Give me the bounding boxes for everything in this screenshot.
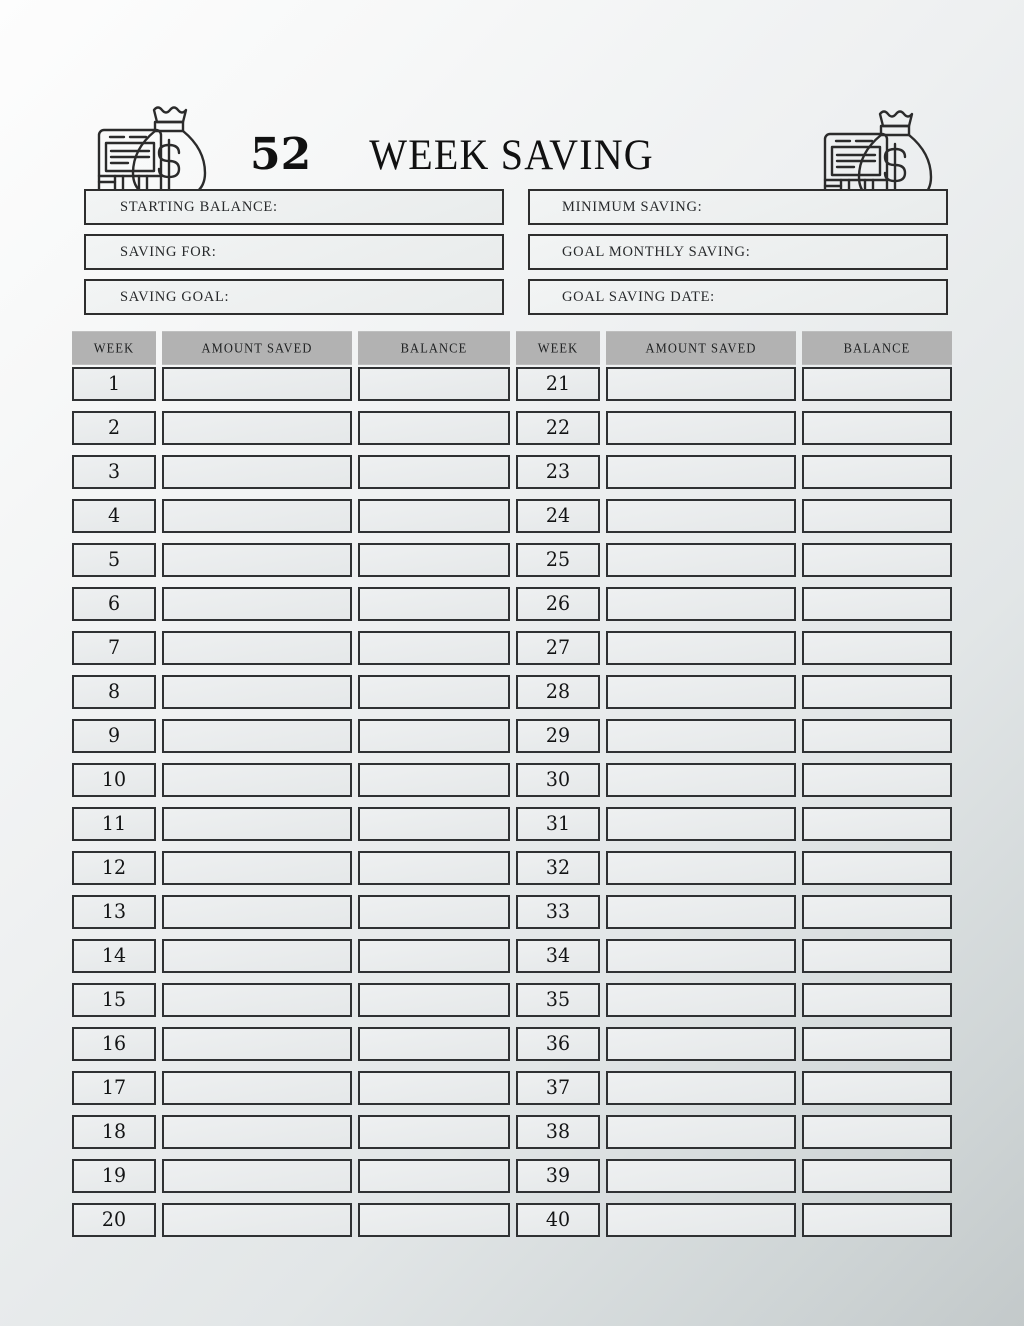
week-number: 36	[545, 1032, 571, 1055]
table-row	[0, 543, 1024, 587]
table-row	[0, 1027, 1024, 1071]
balance-cell-left[interactable]	[358, 367, 510, 401]
balance-cell-left[interactable]	[358, 675, 510, 709]
amount-cell-left[interactable]	[162, 675, 352, 709]
balance-cell-left[interactable]	[358, 1115, 510, 1149]
amount-cell-right[interactable]	[606, 367, 796, 401]
column-header-amount-left: AMOUNT SAVED	[162, 331, 352, 365]
week-number: 9	[107, 724, 121, 747]
amount-cell-left[interactable]	[162, 455, 352, 489]
table-row	[0, 719, 1024, 763]
week-number: 29	[545, 724, 571, 747]
amount-cell-left[interactable]	[162, 587, 352, 621]
week-number: 34	[545, 944, 571, 967]
week-number: 26	[545, 592, 571, 615]
column-header-amount-right: AMOUNT SAVED	[606, 331, 796, 365]
balance-cell-right[interactable]	[802, 411, 952, 445]
balance-cell-right[interactable]	[802, 587, 952, 621]
week-number: 10	[101, 768, 127, 791]
balance-cell-right[interactable]	[802, 631, 952, 665]
week-cell-left	[72, 1159, 156, 1193]
balance-cell-left[interactable]	[358, 1027, 510, 1061]
week-number: 25	[545, 548, 571, 571]
table-body	[0, 367, 1024, 1247]
week-number: 8	[107, 680, 121, 703]
table-row	[0, 1203, 1024, 1247]
week-number: 5	[107, 548, 121, 571]
week-number: 3	[107, 460, 121, 483]
week-cell-left	[72, 411, 156, 445]
amount-cell-right[interactable]	[606, 719, 796, 753]
week-number: 38	[545, 1120, 571, 1143]
amount-cell-right[interactable]	[606, 895, 796, 929]
balance-cell-left[interactable]	[358, 499, 510, 533]
week-number: 14	[101, 944, 127, 967]
week-cell-right	[516, 499, 600, 533]
amount-cell-right[interactable]	[606, 983, 796, 1017]
goal-saving-date-field[interactable]	[528, 279, 948, 315]
saving-goal-field[interactable]	[84, 279, 504, 315]
balance-cell-left[interactable]	[358, 983, 510, 1017]
week-cell-right	[516, 1159, 600, 1193]
table-row	[0, 1071, 1024, 1115]
week-cell-right	[516, 719, 600, 753]
minimum-saving-field[interactable]	[528, 189, 948, 225]
amount-cell-right[interactable]	[606, 411, 796, 445]
amount-cell-left[interactable]	[162, 1203, 352, 1237]
title-words: WEEK SAVING	[369, 130, 654, 179]
goal-saving-date-label: GOAL SAVING DATE:	[562, 288, 715, 305]
balance-cell-left[interactable]	[358, 895, 510, 929]
amount-cell-right[interactable]	[606, 1159, 796, 1193]
week-cell-left	[72, 675, 156, 709]
week-number: 24	[545, 504, 571, 527]
balance-cell-left[interactable]	[358, 543, 510, 577]
week-number: 19	[101, 1164, 127, 1187]
balance-cell-left[interactable]	[358, 851, 510, 885]
week-cell-right	[516, 939, 600, 973]
balance-cell-right[interactable]	[802, 807, 952, 841]
week-number: 35	[545, 988, 571, 1011]
week-cell-right	[516, 543, 600, 577]
week-number: 16	[101, 1032, 127, 1055]
balance-cell-left[interactable]	[358, 587, 510, 621]
balance-cell-left[interactable]	[358, 719, 510, 753]
week-number: 7	[107, 636, 121, 659]
week-number: 18	[101, 1120, 127, 1143]
week-number: 12	[101, 856, 127, 879]
table-row	[0, 499, 1024, 543]
balance-cell-right[interactable]	[802, 543, 952, 577]
balance-cell-left[interactable]	[358, 1203, 510, 1237]
amount-cell-right[interactable]	[606, 1027, 796, 1061]
week-number: 4	[107, 504, 121, 527]
table-row	[0, 367, 1024, 411]
table-row	[0, 411, 1024, 455]
goal-monthly-saving-field[interactable]	[528, 234, 948, 270]
week-number: 13	[101, 900, 127, 923]
balance-cell-right[interactable]	[802, 939, 952, 973]
week-number: 15	[101, 988, 127, 1011]
week-number: 21	[545, 372, 571, 395]
balance-cell-right[interactable]	[802, 675, 952, 709]
balance-cell-right[interactable]	[802, 719, 952, 753]
week-cell-left	[72, 763, 156, 797]
week-number: 28	[545, 680, 571, 703]
week-cell-right	[516, 1203, 600, 1237]
week-cell-right	[516, 851, 600, 885]
amount-cell-right[interactable]	[606, 631, 796, 665]
amount-cell-right[interactable]	[606, 939, 796, 973]
week-cell-right	[516, 1115, 600, 1149]
week-number: 6	[107, 592, 121, 615]
amount-cell-right[interactable]	[606, 1115, 796, 1149]
week-cell-left	[72, 631, 156, 665]
amount-cell-right[interactable]	[606, 1071, 796, 1105]
week-cell-left	[72, 1115, 156, 1149]
week-cell-right	[516, 983, 600, 1017]
amount-cell-left[interactable]	[162, 763, 352, 797]
saving-for-field[interactable]	[84, 234, 504, 270]
week-number: 31	[545, 812, 571, 835]
table-row	[0, 851, 1024, 895]
balance-cell-right[interactable]	[802, 851, 952, 885]
week-cell-left	[72, 719, 156, 753]
week-number: 39	[545, 1164, 571, 1187]
balance-cell-right[interactable]	[802, 455, 952, 489]
week-number: 11	[101, 812, 127, 835]
week-number: 40	[545, 1208, 571, 1231]
amount-cell-left[interactable]	[162, 983, 352, 1017]
amount-cell-left[interactable]	[162, 807, 352, 841]
week-cell-left	[72, 1027, 156, 1061]
balance-cell-left[interactable]	[358, 455, 510, 489]
week-cell-left	[72, 807, 156, 841]
week-cell-left	[72, 983, 156, 1017]
week-cell-left	[72, 499, 156, 533]
table-row	[0, 455, 1024, 499]
table-row	[0, 895, 1024, 939]
week-number: 22	[545, 416, 571, 439]
balance-cell-left[interactable]	[358, 411, 510, 445]
week-cell-right	[516, 367, 600, 401]
savings-table	[0, 333, 1024, 1247]
table-row	[0, 1115, 1024, 1159]
balance-cell-left[interactable]	[358, 1159, 510, 1193]
amount-cell-right[interactable]	[606, 1203, 796, 1237]
week-number: 30	[545, 768, 571, 791]
starting-balance-field[interactable]	[84, 189, 504, 225]
summary-fields	[0, 189, 1024, 319]
balance-cell-left[interactable]	[358, 763, 510, 797]
column-header-week-left: WEEK	[72, 331, 156, 365]
week-cell-right	[516, 411, 600, 445]
balance-cell-right[interactable]	[802, 499, 952, 533]
balance-cell-right[interactable]	[802, 1115, 952, 1149]
week-cell-left	[72, 587, 156, 621]
week-cell-right	[516, 631, 600, 665]
week-cell-left	[72, 367, 156, 401]
balance-cell-right[interactable]	[802, 367, 952, 401]
table-row	[0, 631, 1024, 675]
amount-cell-right[interactable]	[606, 543, 796, 577]
title-number: 52	[250, 129, 312, 180]
balance-cell-right[interactable]	[802, 895, 952, 929]
amount-cell-right[interactable]	[606, 675, 796, 709]
amount-cell-right[interactable]	[606, 807, 796, 841]
week-number: 1	[107, 372, 121, 395]
week-cell-right	[516, 807, 600, 841]
saving-goal-label: SAVING GOAL:	[120, 288, 230, 305]
week-cell-left	[72, 1071, 156, 1105]
week-cell-right	[516, 895, 600, 929]
week-cell-right	[516, 1027, 600, 1061]
week-number: 17	[101, 1076, 127, 1099]
column-header-balance-left: BALANCE	[358, 331, 510, 365]
table-header-row	[0, 333, 1024, 363]
amount-cell-right[interactable]	[606, 587, 796, 621]
amount-cell-left[interactable]	[162, 411, 352, 445]
goal-monthly-saving-label: GOAL MONTHLY SAVING:	[562, 243, 751, 260]
amount-cell-left[interactable]	[162, 1027, 352, 1061]
week-number: 27	[545, 636, 571, 659]
week-cell-right	[516, 587, 600, 621]
page-header	[0, 44, 1024, 189]
week-cell-left	[72, 939, 156, 973]
amount-cell-left[interactable]	[162, 1071, 352, 1105]
table-row	[0, 807, 1024, 851]
week-cell-right	[516, 675, 600, 709]
balance-cell-right[interactable]	[802, 1027, 952, 1061]
amount-cell-left[interactable]	[162, 1115, 352, 1149]
balance-cell-left[interactable]	[358, 631, 510, 665]
week-cell-left	[72, 543, 156, 577]
minimum-saving-label: MINIMUM SAVING:	[562, 198, 703, 215]
amount-cell-left[interactable]	[162, 631, 352, 665]
table-row	[0, 983, 1024, 1027]
week-cell-left	[72, 1203, 156, 1237]
amount-cell-right[interactable]	[606, 455, 796, 489]
amount-cell-right[interactable]	[606, 851, 796, 885]
amount-cell-right[interactable]	[606, 763, 796, 797]
week-cell-left	[72, 895, 156, 929]
page-title	[250, 124, 750, 186]
starting-balance-label: STARTING BALANCE:	[120, 198, 278, 215]
amount-cell-left[interactable]	[162, 851, 352, 885]
amount-cell-right[interactable]	[606, 499, 796, 533]
amount-cell-left[interactable]	[162, 719, 352, 753]
balance-cell-right[interactable]	[802, 983, 952, 1017]
table-row	[0, 675, 1024, 719]
week-number: 2	[107, 416, 121, 439]
week-cell-left	[72, 455, 156, 489]
amount-cell-left[interactable]	[162, 367, 352, 401]
week-number: 32	[545, 856, 571, 879]
week-number: 23	[545, 460, 571, 483]
week-number: 37	[545, 1076, 571, 1099]
table-row	[0, 763, 1024, 807]
table-row	[0, 1159, 1024, 1203]
table-row	[0, 939, 1024, 983]
amount-cell-left[interactable]	[162, 499, 352, 533]
amount-cell-left[interactable]	[162, 895, 352, 929]
week-cell-right	[516, 455, 600, 489]
amount-cell-left[interactable]	[162, 939, 352, 973]
week-number: 33	[545, 900, 571, 923]
amount-cell-left[interactable]	[162, 543, 352, 577]
column-header-week-right: WEEK	[516, 331, 600, 365]
balance-cell-right[interactable]	[802, 763, 952, 797]
balance-cell-left[interactable]	[358, 807, 510, 841]
week-cell-left	[72, 851, 156, 885]
week-number: 20	[101, 1208, 127, 1231]
column-header-balance-right: BALANCE	[802, 331, 952, 365]
balance-cell-right[interactable]	[802, 1071, 952, 1105]
balance-cell-left[interactable]	[358, 939, 510, 973]
balance-cell-right[interactable]	[802, 1159, 952, 1193]
balance-cell-left[interactable]	[358, 1071, 510, 1105]
balance-cell-right[interactable]	[802, 1203, 952, 1237]
saving-for-label: SAVING FOR:	[120, 243, 217, 260]
week-cell-right	[516, 763, 600, 797]
week-cell-right	[516, 1071, 600, 1105]
amount-cell-left[interactable]	[162, 1159, 352, 1193]
table-row	[0, 587, 1024, 631]
